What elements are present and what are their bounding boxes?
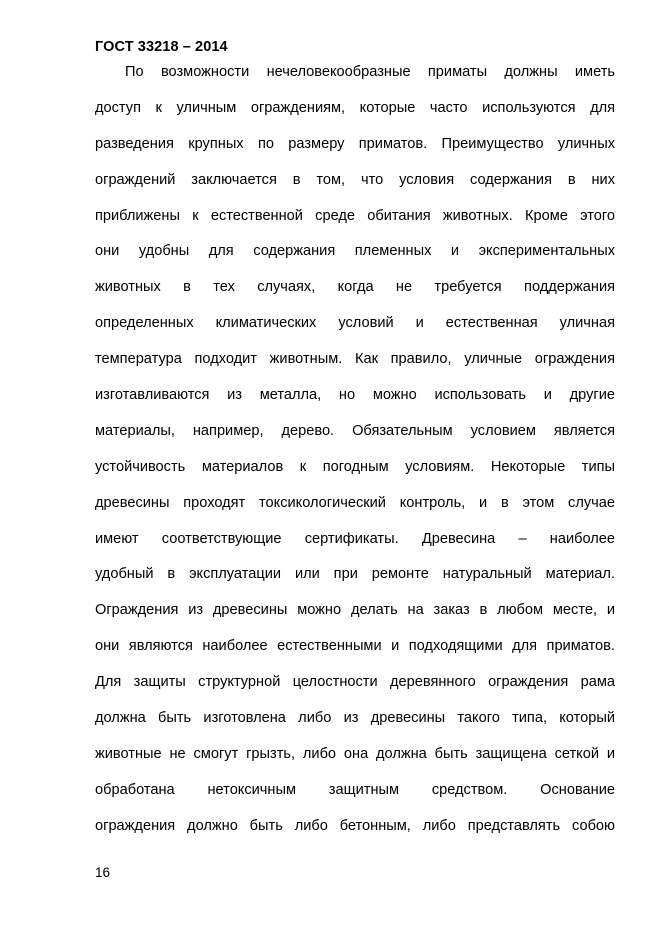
text-line: животные не смогут грызть, либо она должна быть защищена сеткой и [95, 745, 615, 762]
text-line: определенных климатических условий и естественная уличная [95, 315, 615, 332]
page-number: 16 [95, 865, 111, 880]
text-line: По возможности нечеловекообразные приматы должны иметь [125, 64, 615, 80]
text-line: ограждений заключается в том, что условия содержания в них [95, 171, 615, 188]
text-line: имеют соответствующие сертификаты. Древесина – наиболее [95, 530, 615, 547]
text-line: они удобны для содержания племенных и экспериментальных [95, 243, 615, 260]
text-line: животных в тех случаях, когда не требуется поддержания [95, 279, 615, 296]
text-line: они являются наиболее естественными и подходящими для приматов. [95, 638, 615, 655]
text-line: удобный в эксплуатации или при ремонте натуральный материал. [95, 566, 615, 583]
text-line: Ограждения из древесины можно делать на заказ в любом месте, и [95, 602, 615, 619]
text-line: изготавливаются из металла, но можно использовать и другие [95, 387, 615, 404]
text-line: устойчивость материалов к погодным условиям. Некоторые типы [95, 458, 615, 475]
text-line: Для защиты структурной целостности деревянного ограждения рама [95, 674, 615, 691]
text-line: должна быть изготовлена либо из древесины такого типа, который [95, 710, 615, 727]
text-line: температура подходит животным. Как правило, уличные ограждения [95, 351, 615, 368]
document-header: ГОСТ 33218 – 2014 [95, 39, 228, 55]
text-line: доступ к уличным ограждениям, которые часто используются для [95, 99, 615, 116]
text-line: разведения крупных по размеру приматов. Преимущество уличных [95, 135, 615, 152]
body-text [95, 59, 615, 849]
text-line: древесины проходят токсикологический контроль, и в этом случае [95, 494, 615, 511]
text-line: материалы, например, дерево. Обязательным условием является [95, 422, 615, 439]
text-line: обработана нетоксичным защитным средством. Основание [95, 781, 615, 798]
text-line: ограждения должно быть либо бетонным, либо представлять собою [95, 817, 615, 834]
text-line: приближены к естественной среде обитания животных. Кроме этого [95, 207, 615, 224]
